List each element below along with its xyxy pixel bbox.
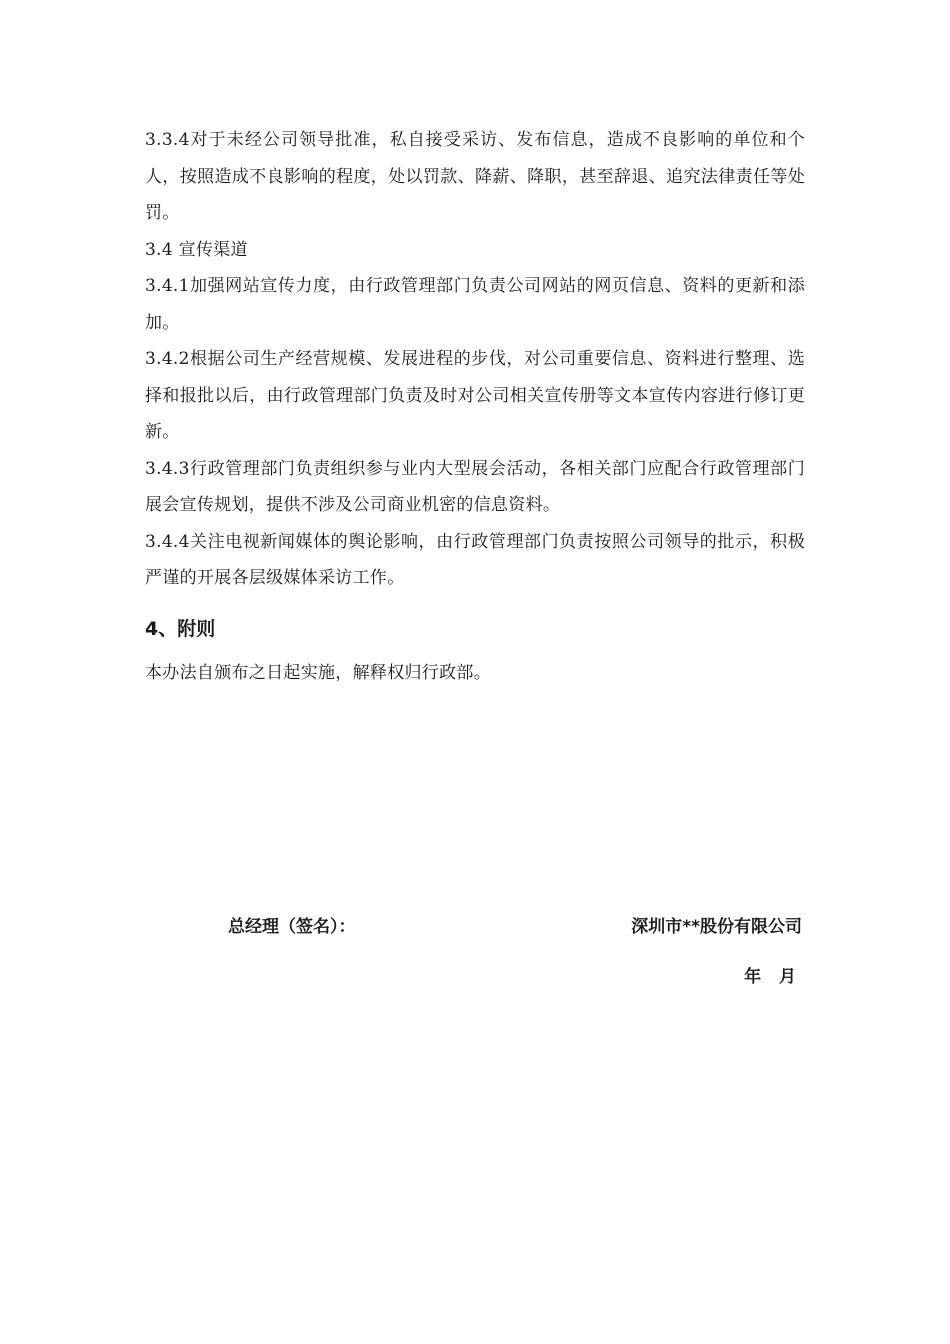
company-name: 深圳市**股份有限公司 xyxy=(631,917,802,937)
signature-row xyxy=(145,912,802,942)
section-heading-appendix: 4、附则 xyxy=(145,617,216,640)
document-body xyxy=(145,122,805,691)
subheading-3-4: 3.4 宣传渠道 xyxy=(145,239,248,260)
paragraph-3-4-3: 3.4.3行政管理部门负责组织参与业内大型展会活动，各相关部门应配合行政管理部门展会宣传规划，提供不涉及公司商业机密的信息资料。 xyxy=(145,458,805,515)
closing-paragraph: 本办法自颁布之日起实施，解释权归行政部。 xyxy=(145,662,491,683)
date-line: 年 月 xyxy=(744,967,802,987)
paragraph-3-4-2: 3.4.2根据公司生产经营规模、发展进程的步伐，对公司重要信息、资料进行整理、选择和报批以后，由行政管理部门负责及时对公司相关宣传册等文本宣传内容进行修订更新。 xyxy=(145,349,805,442)
general-manager-signature-label: 总经理（签名）： xyxy=(228,917,356,937)
paragraph-3-4-4: 3.4.4关注电视新闻媒体的舆论影响，由行政管理部门负责按照公司领导的批示，积极严谨的开展各层级媒体采访工作。 xyxy=(145,531,805,588)
paragraph-3-3-4: 3.3.4对于未经公司领导批准，私自接受采访、发布信息，造成不良影响的单位和个人，按照造成不良影响的程度，处以罚款、降薪、降职，甚至辞退、追究法律责任等处罚。 xyxy=(145,130,805,223)
paragraph-3-4-1: 3.4.1加强网站宣传力度，由行政管理部门负责公司网站的网页信息、资料的更新和添加。 xyxy=(145,276,805,333)
